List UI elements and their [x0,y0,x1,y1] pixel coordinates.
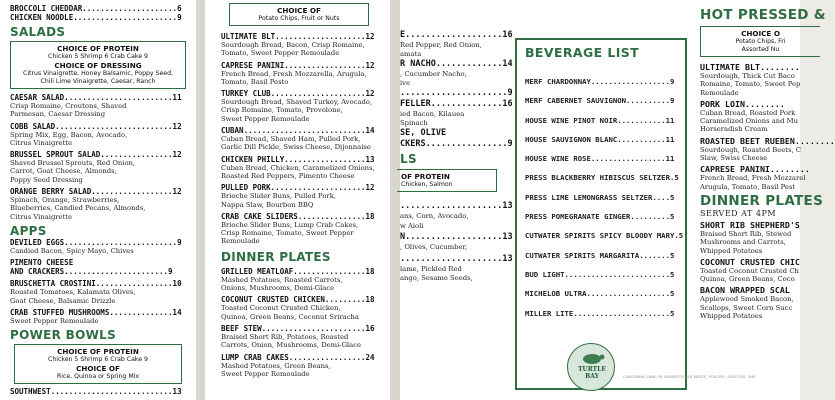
menu-item-fragment: Spinach [400,119,428,127]
menu-item-description: Toasted Coconut Crusted Chicken, [221,304,341,313]
food-safety-disclaimer: CONSUMING RAW OR UNDERCOOKED MEATS, POULTRY, SEAFOOD, SHE [623,375,756,379]
section-title-dinner-plates: DINNER PLATES [700,192,824,209]
menu-item [700,221,800,255]
menu-item-name: COBB SALAD..........................12 [10,121,182,131]
menu-item-fragment: Red Pepper, Red Onion, [400,41,482,49]
menu-item [10,238,186,255]
menu-item [221,324,379,350]
menu-item-description: Parmesan, Caesar Dressing [10,110,106,119]
menu-item-name: CHICKEN NOODLE.......................9 [10,13,182,22]
logo-text-line: TURTLE [578,366,606,373]
side-options: Assorted Nu [741,46,780,53]
menu-item-description: Mashed Potatoes, Green Beans, [221,361,331,370]
menu-item [221,183,379,209]
menu-item-fragment: CKERS................9 [400,139,513,149]
menu-item-description: Roasted Red Peppers, Pimento Cheese [221,171,355,180]
beverage-item: HOUSE SAUVIGNON BLANC...........11 [525,134,675,144]
menu-panel-right [400,0,835,400]
menu-item [221,61,379,87]
menu-item-description: Roasted Tomatoes, Kalamata Olives, [10,288,136,297]
beverage-item: HOUSE WINE PINOT NOIR...........11 [525,115,675,125]
menu-item-name: PULLED PORK.....................12 [221,183,375,193]
menu-item-name: ULTIMATE BLT....................12 [221,32,375,41]
menu-item-fragment: amata [400,50,422,58]
menu-item-description: Mushrooms and Carrots, [700,238,786,247]
menu-item [700,100,800,134]
menu-item-description: Poppy Seed Dressing [10,175,83,184]
menu-item-fragment: ango, Sesame Seeds, [400,274,473,282]
menu-item [221,267,379,293]
menu-item [221,212,379,246]
beverage-item: MILLER LITE......................5 [525,308,675,318]
choice-box [14,344,182,384]
menu-item [10,93,186,119]
menu-item-fragment: SE, OLIVE [400,128,447,138]
logo-text-line: BAY [585,373,599,380]
menu-item-name: DEVILED EGGS.........................9 [10,237,182,247]
beverage-item: BUD LIGHT........................5 [525,269,675,279]
menu-panel-middle [205,0,390,400]
menu-item [10,187,186,221]
menu-item-description: Braised Short Rib, Stewed [700,229,792,238]
menu-item [221,89,379,123]
menu-item-fragment: ....................13 [400,201,513,211]
beverage-item: MERF CHARDONNAY..................9 [525,77,675,86]
menu-item-fragment: , Cucumber Nacho, [400,70,467,78]
menu-item-name: ULTIMATE BLT........ [700,62,800,72]
beverage-list-box [515,38,687,390]
protein-choice-box [397,169,497,192]
menu-item [221,126,379,152]
menu-item-name: ROASTED BEET RUEBEN........ [700,135,835,146]
menu-item [221,32,379,58]
menu-item-name: SOUTHWEST...........................13 [10,387,182,397]
menu-item [10,150,186,184]
menu-item [221,353,379,379]
menu-item [700,135,835,163]
section-title-hot-pressed: HOT PRESSED & [700,7,826,23]
menu-item-fragment: R NACHO.............14 [400,59,513,69]
menu-item-fragment: ied Bacon, Kilauea [400,110,465,118]
menu-item-description: Spring Mix, Egg, Bacon, Avocado, [10,130,128,139]
beverage-item: MERF CABERNET SAUVIGNON..........9 [525,96,675,106]
beverage-item: CUTWATER SPIRITS SPICY BLOODY MARY.5 [525,231,684,241]
beverage-item: CUTWATER SPIRITS MARGARITA.......5 [525,250,675,260]
protein-choice-title: CHOICE OF PROTEIN [57,347,139,357]
menu-item-description: Crisp Romaine, Tomato, Sweet Pepper [221,229,354,238]
menu-item-description: Caramelized Onions and Mu [700,117,799,126]
section-title-power-bowls: POWER BOWLS [10,328,117,343]
menu-item-description: Whipped Potatoes [700,246,763,255]
menu-item-description: Cuban Bread, Shaved Ham, Pulled Pork, [221,135,361,144]
menu-item-description: Brioche Slider Buns, Pulled Pork, [221,192,336,201]
protein-options: Chicken 5 Shrimp 6 Crab Cake 9 [48,53,148,60]
side-choice-title: CHOICE O [741,29,780,38]
menu-item-name: BRUSCHETTA CROSTINI.................10 [10,279,182,289]
menu-item-fragment: ....................13 [400,253,513,264]
menu-item-description: Brioche Slider Buns, Lump Crab Cakes, [221,220,359,229]
menu-item-description: Cuban Bread, Roasted Pork [700,108,796,117]
menu-item-description: Crisp Romaine, Croutons, Shaved [10,102,127,110]
menu-item [700,258,800,284]
menu-item-name: AND CRACKERS.......................9 [10,267,173,277]
menu-item [700,63,800,97]
menu-item-name: CRAB STUFFED MUSHROOMS..............14 [10,307,182,317]
menu-item-description: Shaved Brussel Sprouts, Red Onion, [10,159,136,168]
menu-item-description: Horseradish Cream [700,125,768,134]
protein-options: Chicken, Salmon [401,181,453,188]
menu-item [700,286,800,320]
menu-item-description: Citrus Vinaigrette [10,212,73,221]
menu-item [10,279,186,305]
menu-item-description: Goat Cheese, Balsamic Drizzle [10,296,116,305]
menu-item-description: Carrot, Goat Cheese, Almonds, [10,167,117,176]
menu-item-description: Sourdough, Roasted Beets, C [700,145,802,154]
menu-item-description: Toasted Coconut Crusted Ch [700,266,799,275]
menu-item-description: Applewood Smoked Bacon, [700,295,794,304]
served-time: SERVED AT 4PM [700,208,777,218]
menu-item-description: Candied Bacon, Spicy Mayo, Chives [10,246,134,255]
menu-item-name: CHICKEN PHILLY..................13 [221,154,375,164]
menu-panel-left [0,0,196,400]
menu-item-description: Nappa Slaw, Bourbon BBQ [221,200,314,209]
menu-item-description: Remoulade [221,237,260,246]
beverage-item: PRESS POMEGRANATE GINGER.........5 [525,212,675,222]
menu-item-description: Sweet Pepper Remoulade [10,316,99,325]
menu-item-description: Arugula, Tomato, Basil Pest [700,182,796,191]
menu-item-name: CAPRESE PANINI..................12 [221,60,375,70]
menu-item-name: LUMP CRAB CAKES.................24 [221,352,375,362]
base-choice-title: CHOICE OF [76,364,120,374]
menu-item-description: Blueberries, Candied Pecans, Almonds, [10,204,146,213]
menu-item-fragment: .....................9 [400,88,513,98]
menu-item-fragment: ive [400,79,411,87]
section-title-salads: SALADS [10,25,66,39]
menu-item-name: BACON WRAPPED SCAL [700,285,790,296]
menu-item-name: BRUSSEL SPROUT SALAD................12 [10,150,182,160]
menu-item-description: Cuban Bread, Chicken, Caramelized Onions, [221,163,375,172]
menu-item-name: COCONUT CRUSTED CHICKEN.........18 [221,295,375,305]
section-title-bowls-partial: LS [400,152,417,166]
menu-item-description: Tomato, Basil Pesto [221,77,289,86]
protein-options: Chicken 5 Shrimp 6 Crab Cake 9 [48,356,148,364]
beverage-title: BEVERAGE LIST [525,45,640,60]
menu-item [10,308,186,325]
menu-item-description: Slaw, Swiss Cheese [700,154,768,163]
menu-item-fragment: , Olives, Cucumber, [400,243,468,251]
beverage-item: PRESS BLACKBERRY HIBISCUS SELTZER.5 [525,173,679,183]
menu-item-description: Garlic Dill Pickle, Swiss Cheese, Dijonnaise [221,143,371,152]
menu-item-name: CRAB CAKE SLIDERS...............18 [221,211,375,221]
menu-item-description: Braised Short Rib, Potatoes, Roasted [221,332,349,341]
menu-item-description: Whipped Potatoes [700,312,763,321]
menu-item [10,267,186,276]
menu-item-name: CAESAR SALAD........................11 [10,93,182,102]
menu-item-description: Spinach, Orange, Strawberries, [10,196,120,205]
protein-choice-title: CHOICE OF PROTEIN [57,44,139,53]
side-options: Potato Chips, Fri [735,38,786,45]
choice-box [10,41,186,89]
menu-item-description: Sourdough Bread, Shaved Turkey, Avocado, [221,98,373,107]
side-choice-title: CHOICE OF [277,6,321,15]
menu-item [221,295,379,321]
menu-item-description: Romaine, Tomato, Sweet Pep [700,80,801,89]
menu-item-name: GRILLED MEATLOAF................18 [221,266,375,276]
side-choice-box [700,26,820,57]
menu-item-name: PIMENTO CHEESE [10,258,74,268]
section-title-dinner-plates: DINNER PLATES [221,249,331,264]
menu-item-name: SHORT RIB SHEPHERD'S [700,219,800,230]
protein-choice-title: OF PROTEIN [401,172,450,181]
dressing-choice-title: CHOICE OF DRESSING [54,61,142,70]
menu-item-name: TURKEY CLUB.....................12 [221,89,375,99]
menu-item-description: French Bread, Fresh Mozzarella, Arugula, [221,69,367,78]
menu-item-name: BROCCOLI CHEDDAR.....................6 [10,4,182,13]
dressing-options: Chili Lime Vinaigrette, Caesar, Ranch [40,78,156,85]
menu-item-description: Remoulade [700,88,739,97]
turtle-bay-logo [567,343,615,391]
menu-item-fragment: E...................16 [400,30,513,40]
menu-item-name: BEEF STEW.......................16 [221,323,375,333]
menu-item-fragment: w Aioli [400,221,424,230]
menu-item-description: Sweet Pepper Remoulade [221,114,310,123]
section-title-apps: APPS [10,223,47,238]
beverage-item: PRESS LIME LEMONGRASS SELTZER....5 [525,192,675,202]
menu-item-description: Sweet Pepper Remoulade [221,369,310,378]
menu-item-description: Quinoa, Green Beans, Coconut Sriracha [221,312,359,321]
menu-item-name: CUBAN...........................14 [221,126,375,136]
menu-item-description: Carrots, Onion, Mushrooms, Demi-Glace [221,341,362,350]
menu-item-name: CAPRESE PANINI........ [700,164,810,175]
menu-item-description: Sourdough, Thick Cut Baco [700,72,795,80]
menu-item-description: Mashed Potatoes, Roasted Carrots, [221,275,343,284]
menu-item-fragment: N...................13 [400,232,513,242]
menu-item-fragment: lame, Pickled Red [400,264,462,273]
base-options: Rice, Quinoa or Spring Mix [56,373,140,381]
menu-item-fragment: FELLER..............16 [400,99,513,109]
choice-box [229,3,369,26]
menu-item [221,155,379,181]
menu-item-description: Scallops, Sweet Corn Succ [700,303,793,312]
menu-item-description: Onions, Mushrooms, Demi-Glace [221,284,335,293]
menu-item-name: COCONUT CRUSTED CHIC [700,256,800,267]
menu-item-description: Crisp Romaine, Tomato, Provolone, [221,106,343,115]
menu-item [10,122,186,148]
menu-item-description: Sourdough Bread, Bacon, Crisp Romaine, [221,41,365,49]
menu-item-fragment: ans, Corn, Avocado, [400,212,469,220]
beverage-item: HOUSE WINE ROSE.................11 [525,154,675,164]
menu-item-name: PORK LOIN........ [700,98,785,109]
side-options: Potato Chips, Fruit or Nuts [258,15,340,22]
menu-item-description: French Bread, Fresh Mozzarel [700,174,806,183]
menu-item-name: ORANGE BERRY SALAD..................12 [10,187,182,197]
menu-item-description: Quinoa, Green Beans, Coco [700,275,795,284]
dressing-options: Citrus Vinaigrette, Honey Balsamic, Poppy Seed, [23,70,173,77]
menu-item [700,164,810,191]
menu-item-description: Tomato, Sweet Pepper Remoulade [221,49,340,58]
menu-item-description: Citrus Vinaigrette [10,138,73,147]
beverage-item: MICHELOB ULTRA...................5 [525,289,675,299]
